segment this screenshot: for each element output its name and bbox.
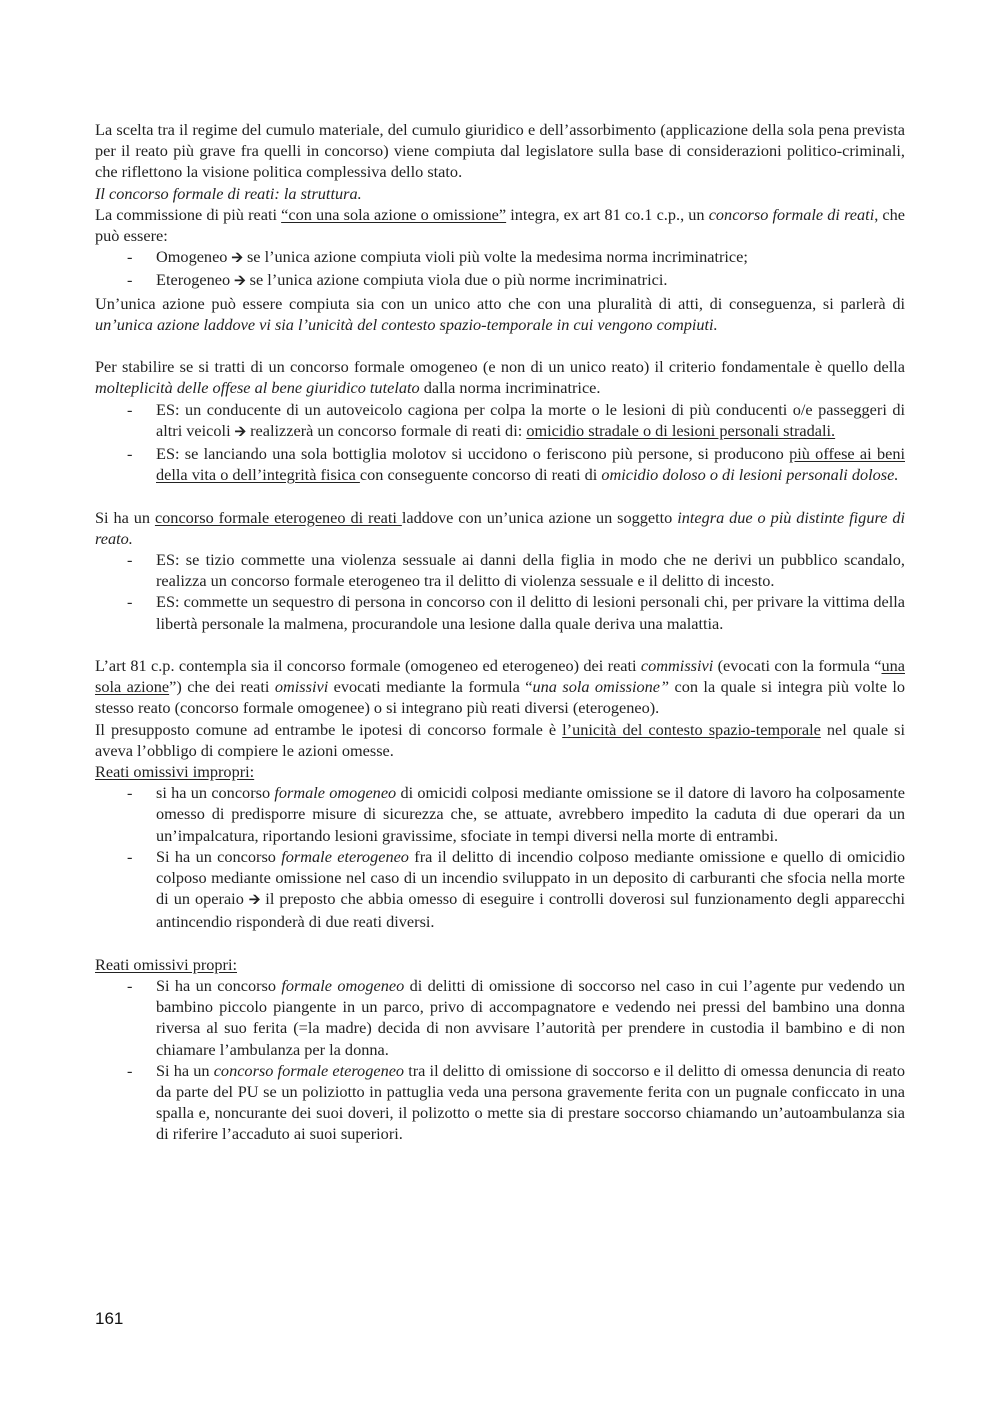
list-item: - ES: un conducente di un autoveicolo cagiona per colpa la morte o le lesioni di più conducenti o/e passeggeri di altri veicoli 🡪 realizzerà un concorso formale di reati di: omicidio stradale o di lesioni personali stradali. xyxy=(95,399,905,443)
list-item: - ES: se lanciando una sola bottiglia molotov si uccidono o feriscono più persone, si producono più offese ai beni della vita o dell’integrità fisica con conseguente concorso di reati di omicidio doloso o di lesioni personali dolose. xyxy=(95,443,905,485)
section-heading-struttura: Il concorso formale di reati: la struttura. xyxy=(95,183,362,203)
list-item: - Eterogeneo 🡪 se l’unica azione compiuta viola due o più norme incriminatrici. xyxy=(95,269,905,292)
page-number: 161 xyxy=(95,1309,124,1328)
section-heading-impropri: Reati omissivi impropri: xyxy=(95,762,255,782)
art81-paragraph: L’art 81 c.p. contempla sia il concorso formale (omogeneo ed eterogeneo) dei reati commissivi (evocati con la formula “una sola azione”) che dei reati omissivi evocati mediante la formula “una sola omissione” con la quale si integra più volte lo stesso reato (concorso formale omogenee) o si integrano più reati diversi (eterogeneo). xyxy=(95,656,906,718)
presupposto-paragraph: Il presupposto comune ad entrambe le ipotesi di concorso formale è l’unicità del contesto spazio-temporale nel quale si aveva l’obbligo di compiere le azioni omesse. xyxy=(95,719,905,760)
intro-paragraph: La scelta tra il regime del cumulo materiale, del cumulo giuridico e dell’assorbimento (applicazione della sola pena prevista per il reato più grave fra quelli in concorso) viene compiuta dal legislatore sulla base di considerazioni politico-criminali, che riflettono la visione politica complessiva dello stato. xyxy=(95,120,905,182)
omogeneo-examples-list xyxy=(95,399,905,486)
arrow-right-icon: 🡪 xyxy=(231,250,243,267)
list-item: - ES: se tizio commette una violenza sessuale ai danni della figlia in modo che ne derivi un pubblico scandalo, realizza un concorso formale eterogeneo tra il delitto di violenza sessuale e il delitto di incesto. xyxy=(95,549,905,591)
propri-list xyxy=(95,975,905,1145)
arrow-right-icon: 🡪 xyxy=(234,273,246,290)
unica-azione-paragraph: Un’unica azione può essere compiuta sia con un unico atto che con una pluralità di atti, di conseguenza, si parlerà di un’unica azione laddove vi sia l’unicità del contesto spazio-temporale in cui vengono compiuti. xyxy=(95,293,905,334)
document-body xyxy=(95,119,905,1145)
section-heading-propri: Reati omissivi propri: xyxy=(95,954,237,974)
list-item: - Si ha un concorso formale eterogeneo tra il delitto di omissione di soccorso e il delitto di omessa denuncia di reato da parte del PU se un poliziotto in pattuglia veda una persona gravemente ferita con un pugnale conficcato in una spalla e, noncurante dei suoi doveri, il polizotto o mette sia di prestare soccorso chiamando un’autoambulanza sia di riferire l’accaduto ai suoi superiori. xyxy=(95,1060,905,1145)
concorso-types-list xyxy=(95,246,905,292)
definition-paragraph: La commissione di più reati “con una sola azione o omissione” integra, ex art 81 co.1 c.p., un concorso formale di reati, che può essere: xyxy=(95,204,906,246)
list-item: - Si ha un concorso formale omogeneo di delitti di omissione di soccorso nel caso in cui l’agente pur vedendo un bambino piccolo piangente in un parco, privo di accompagnatore e vedendo nei pressi del bambino una donna riversa al suo ferita (=la madre) decida di non avvisare l’autorità per prendere in custodia il bambino e di non chiamare l’ambulanza per la donna. xyxy=(95,975,905,1060)
impropri-list xyxy=(95,782,905,932)
eterogeneo-paragraph: Si ha un concorso formale eterogeneo di reati laddove con un’unica azione un soggetto integra due o più distinte figure di reato. xyxy=(95,507,905,548)
eterogeneo-examples-list xyxy=(95,549,905,634)
list-item: - si ha un concorso formale omogeneo di omicidi colposi mediante omissione se il datore di lavoro ha colposamente omesso di predisporre misure di sicurezza che, se attuate, avrebbero impedito la caduta di due operari da un un’impalcatura, riportando lesioni gravissime, sfociate in tempi diversi nella morte di entrambi. xyxy=(95,782,905,846)
list-item: - ES: commette un sequestro di persona in concorso con il delitto di lesioni personali chi, per privare la vittima della libertà personale la malmena, procurandole una lesione dalla quale deriva una malattia. xyxy=(95,591,905,633)
criterio-paragraph: Per stabilire se si tratti di un concorso formale omogeneo (e non di un unico reato) il criterio fondamentale è quello della molteplicità delle offese al bene giuridico tutelato dalla norma incriminatrice. xyxy=(95,357,905,398)
list-item: - Omogeneo 🡪 se l’unica azione compiuta violi più volte la medesima norma incriminatrice; xyxy=(95,246,905,269)
quoted-formula: “con una sola azione o omissione” xyxy=(281,204,507,224)
arrow-right-icon: 🡪 xyxy=(234,423,247,440)
list-item: - Si ha un concorso formale eterogeneo fra il delitto di incendio colposo mediante omissione e quello di omicidio colposo mediante omissione nel caso di un incendio sviluppato in un deposito di carburanti che sfocia nella morte di un operaio 🡪 il preposto che abbia omesso di eseguire i controlli doverosi sul funzionamento degli apparecchi antincendio risponderà di due reati diversi. xyxy=(95,846,905,933)
arrow-right-icon: 🡪 xyxy=(248,892,261,909)
